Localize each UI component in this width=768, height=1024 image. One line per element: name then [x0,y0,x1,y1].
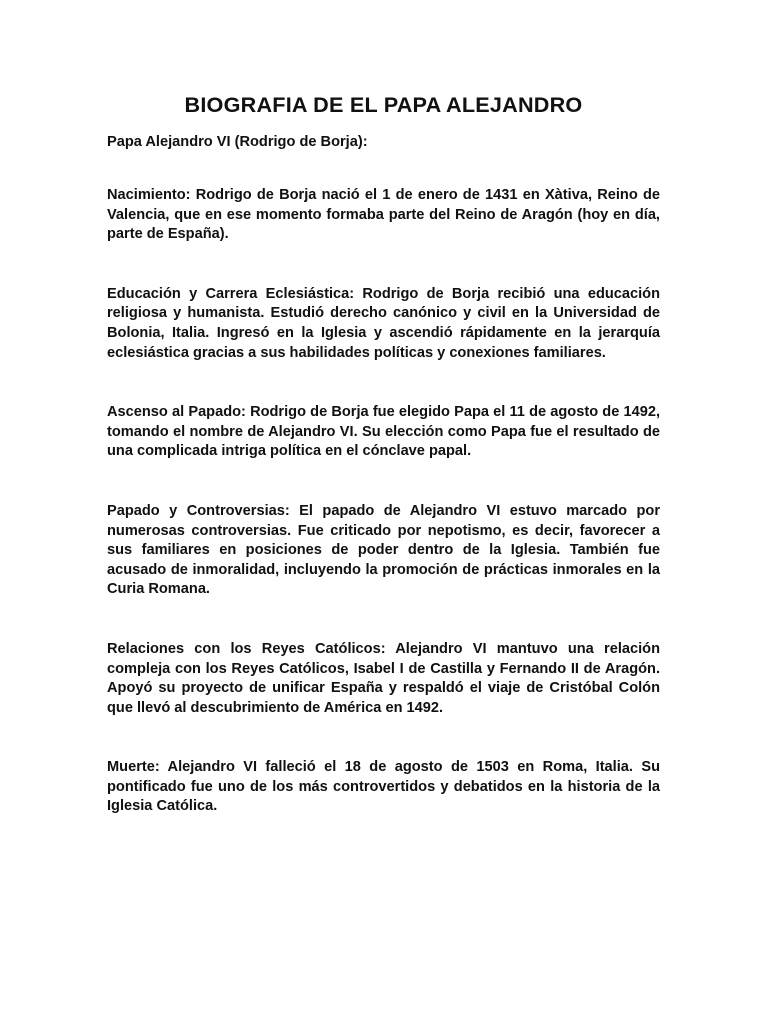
page-title: BIOGRAFIA DE EL PAPA ALEJANDRO [184,94,583,117]
paragraph-relaciones: Relaciones con los Reyes Católicos: Alejandro VI mantuvo una relación compleja con los Reyes Católicos, Isabel I de Castilla y Fernando II de Aragón. Apoyó su proyecto de unificar España y respaldó el viaje de Cristóbal Colón que llevó al descubrimiento de América en 1492. [107,640,660,716]
paragraph-educacion: Educación y Carrera Eclesiástica: Rodrigo de Borja recibió una educación religiosa y humanista. Estudió derecho canónico y civil en la Universidad de Bolonia, Italia. Ingresó en la Iglesia y ascendió rápidamente en la jerarquía eclesiástica gracias a sus habilidades políticas y conexiones familiares. [107,285,660,361]
document-subtitle: Papa Alejandro VI (Rodrigo de Borja): [107,134,368,150]
document-page [107,92,660,817]
paragraph-papado: Papado y Controversias: El papado de Alejandro VI estuvo marcado por numerosas controversias. Fue criticado por nepotismo, es decir, favorecer a sus familiares en posiciones de poder dentro de la Iglesia. También fue acusado de inmoralidad, incluyendo la promoción de prácticas inmorales en la Curia Romana. [107,502,660,598]
paragraph-muerte: Muerte: Alejandro VI falleció el 18 de agosto de 1503 en Roma, Italia. Su pontificado fue uno de los más controvertidos y debatidos en la historia de la Iglesia Católica. [107,759,660,815]
paragraph-ascenso: Ascenso al Papado: Rodrigo de Borja fue elegido Papa el 11 de agosto de 1492, tomando el nombre de Alejandro VI. Su elección como Papa fue el resultado de una complicada intriga política en el cónclave papal. [107,404,660,460]
paragraph-nacimiento: Nacimiento: Rodrigo de Borja nació el 1 de enero de 1431 en Xàtiva, Reino de Valencia, que en ese momento formaba parte del Reino de Aragón (hoy en día, parte de España). [107,187,660,243]
